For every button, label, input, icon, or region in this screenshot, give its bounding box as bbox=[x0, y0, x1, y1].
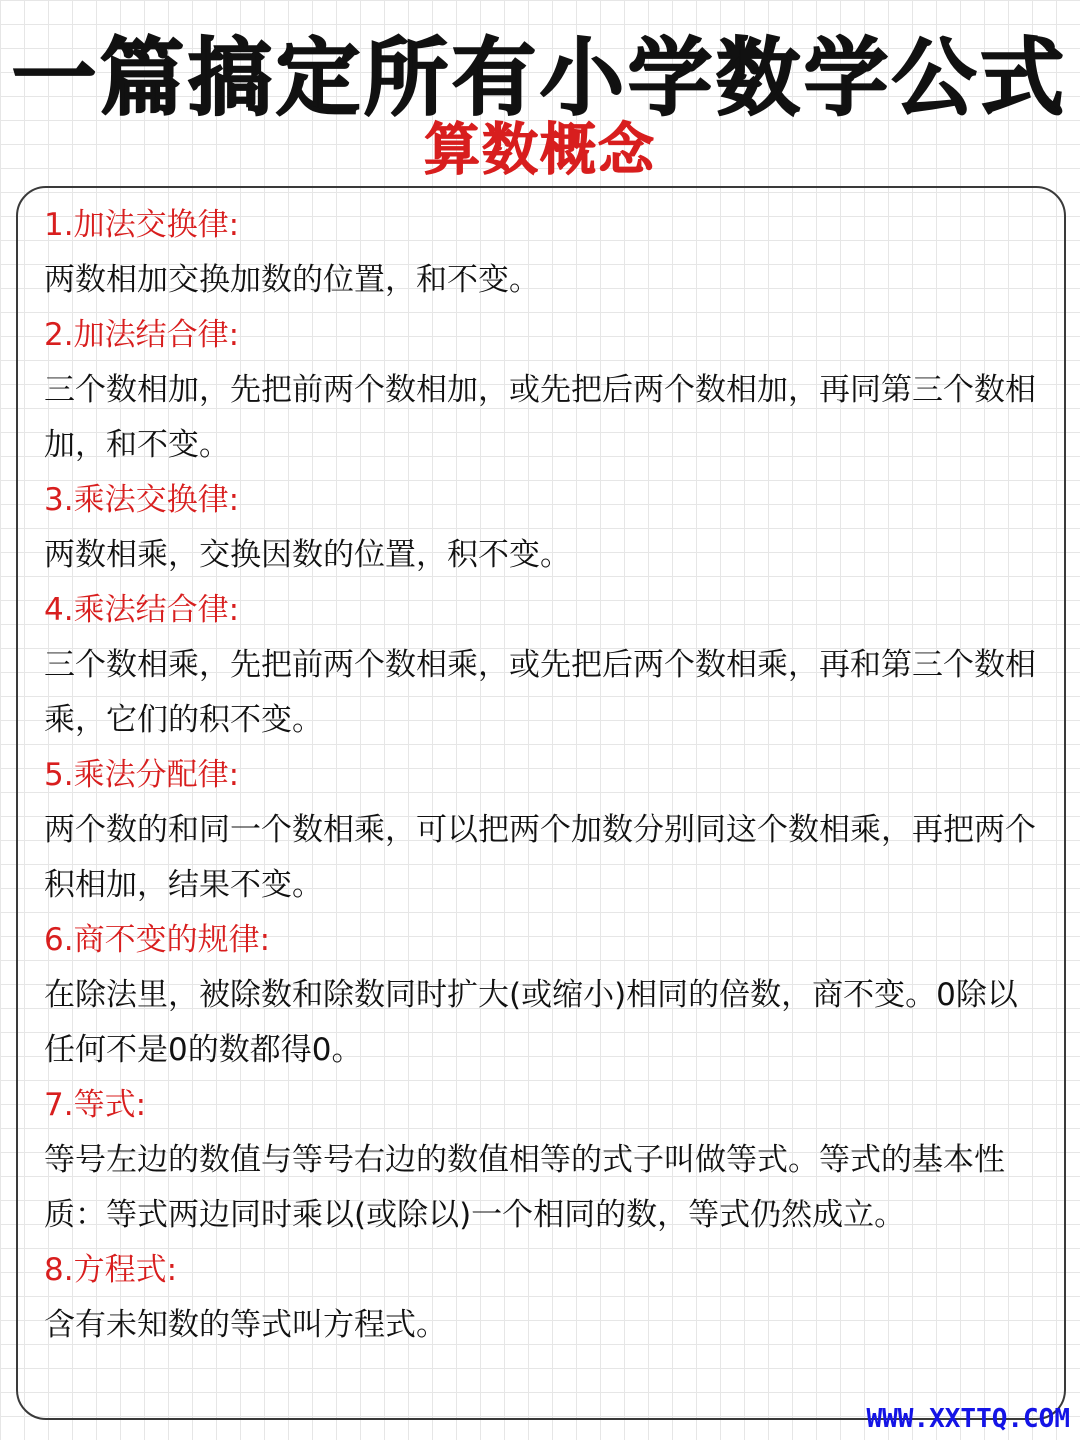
section-text: 两数相乘，交换因数的位置，积不变。 bbox=[44, 537, 571, 573]
section-heading: 8.方程式: bbox=[44, 1252, 178, 1288]
section-text: 含有未知数的等式叫方程式。 bbox=[44, 1307, 447, 1343]
section-addition-commutative bbox=[44, 198, 1042, 308]
section-distributive bbox=[44, 748, 1042, 913]
section-multiplication-commutative bbox=[44, 473, 1042, 583]
section-equation-formula bbox=[44, 1243, 1042, 1353]
section-heading: 4.乘法结合律: bbox=[44, 592, 240, 628]
content-card bbox=[16, 186, 1066, 1420]
section-heading: 1.加法交换律: bbox=[44, 207, 240, 243]
page-title: 一篇搞定所有小学数学公式 bbox=[11, 29, 1068, 127]
section-heading: 7.等式: bbox=[44, 1087, 147, 1123]
section-equation bbox=[44, 1078, 1042, 1243]
section-text: 三个数相加，先把前两个数相加，或先把后两个数相加，再同第三个数相加，和不变。 bbox=[44, 372, 1036, 463]
section-quotient-rule bbox=[44, 913, 1042, 1078]
section-text: 两个数的和同一个数相乘，可以把两个加数分别同这个数相乘，再把两个积相加，结果不变。 bbox=[44, 812, 1036, 903]
page-subtitle: 算数概念 bbox=[424, 118, 656, 183]
section-multiplication-associative bbox=[44, 583, 1042, 748]
section-text: 在除法里，被除数和除数同时扩大(或缩小)相同的倍数，商不变。0除以任何不是0的数都得0。 bbox=[44, 977, 1018, 1068]
section-heading: 2.加法结合律: bbox=[44, 317, 240, 353]
section-heading: 5.乘法分配律: bbox=[44, 757, 240, 793]
section-heading: 3.乘法交换律: bbox=[44, 482, 240, 518]
section-addition-associative bbox=[44, 308, 1042, 473]
section-text: 三个数相乘，先把前两个数相乘，或先把后两个数相乘，再和第三个数相乘，它们的积不变。 bbox=[44, 647, 1036, 738]
section-heading: 6.商不变的规律: bbox=[44, 922, 271, 958]
section-text: 等号左边的数值与等号右边的数值相等的式子叫做等式。等式的基本性质：等式两边同时乘以(或除以)一个相同的数，等式仍然成立。 bbox=[44, 1142, 1005, 1233]
watermark-url: WWW.XXTTQ.COM bbox=[866, 1404, 1070, 1434]
section-text: 两数相加交换加数的位置，和不变。 bbox=[44, 262, 540, 298]
